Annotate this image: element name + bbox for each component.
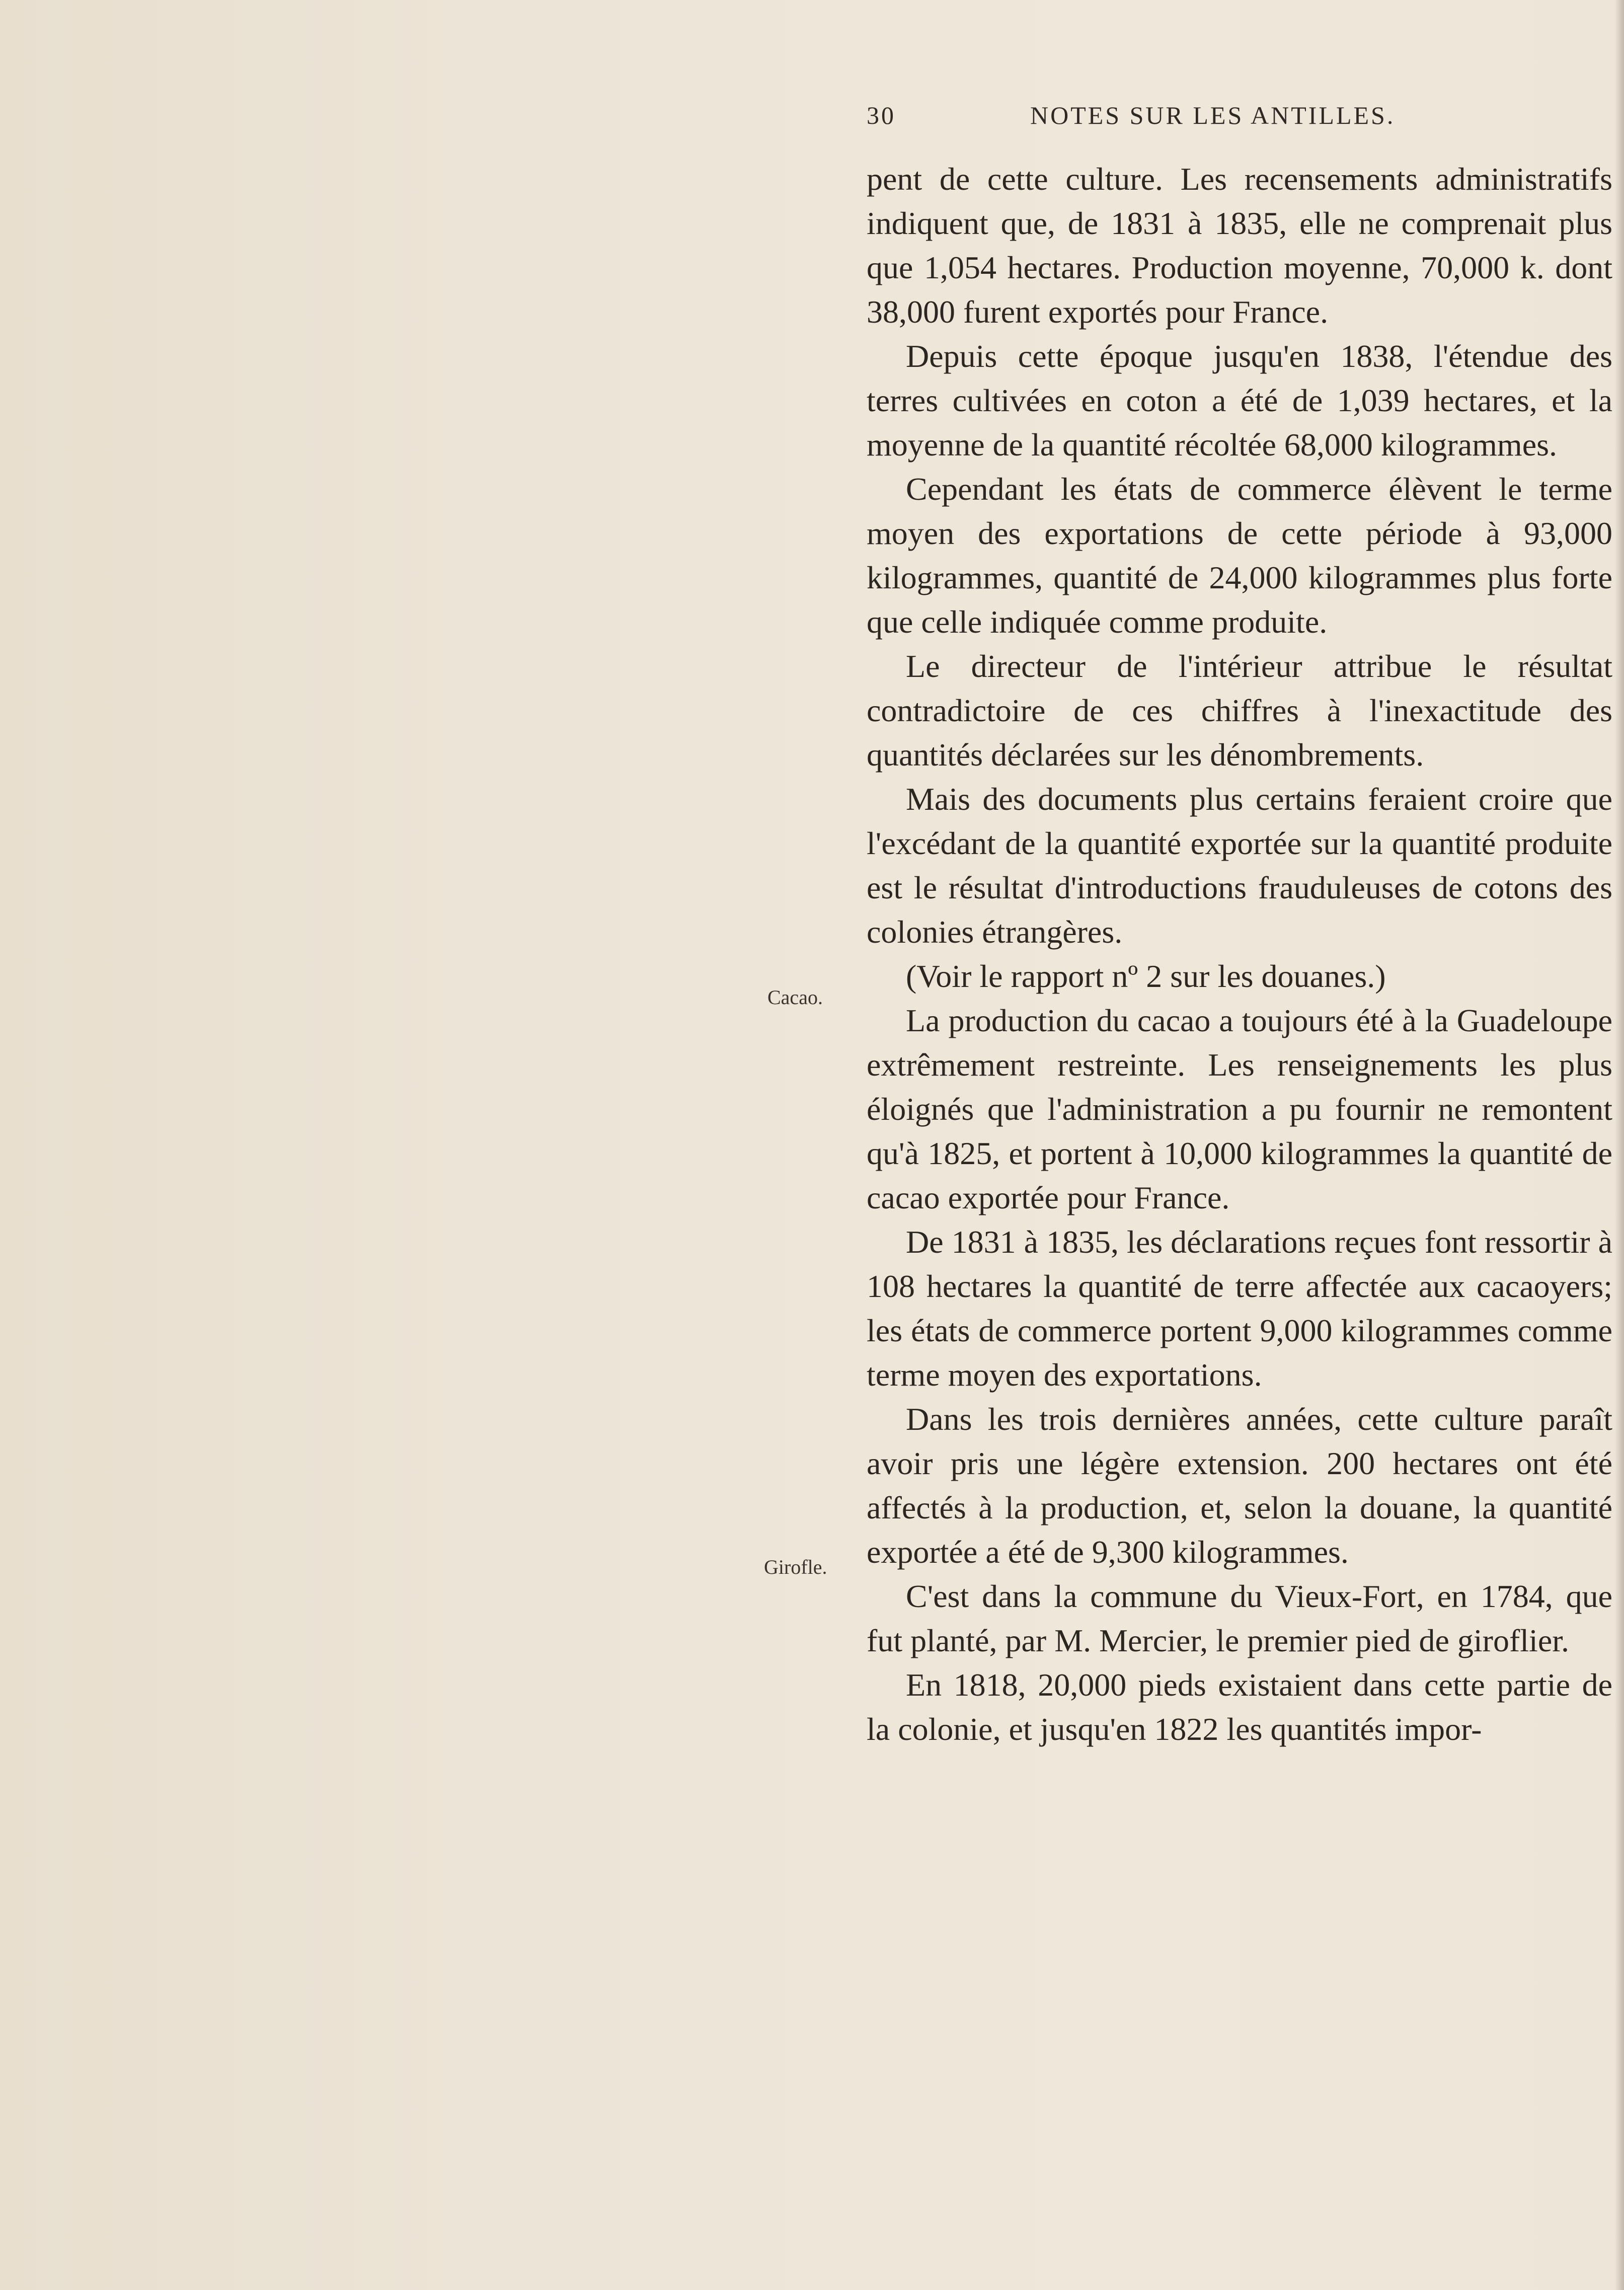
paragraph-coton-directeur: Le directeur de l'intérieur attribue le résultat contradictoire de ces chiffres à l'inexactitude des quantités déclarées sur les dénombrements. <box>867 648 1612 773</box>
paragraph-coton-documents: Mais des documents plus certains feraient croire que l'excédant de la quantité exportée sur la quantité produite est le résultat d'introductions frauduleuses de cotons des colonies étrangères. <box>867 781 1612 950</box>
paragraph-coton-recensements: pent de cette culture. Les recensements administratifs indiquent que, de 1831 à 1835, elle ne comprenait plus que 1,054 hectares. Production moyenne, 70,000 k. dont 38,000 furent exportés pour France. <box>867 161 1612 330</box>
margin-note-cacao: Cacao. <box>767 986 823 1009</box>
running-head <box>867 101 1458 131</box>
paragraph-cacao-declarations: De 1831 à 1835, les déclarations reçues font ressortir à 108 hectares la quantité de terre affectée aux cacaoyers; les états de commerce portent 9,000 kilogrammes comme terme moyen des exportations. <box>867 1224 1612 1393</box>
paragraph-coton-exportations: Cependant les états de commerce élèvent le terme moyen des exportations de cette période à 93,000 kilogrammes, quantité de 24,000 kilogrammes plus forte que celle indiquée comme produite. <box>867 471 1612 640</box>
page-number: 30 <box>867 101 896 129</box>
page-edge-shadow <box>1615 0 1624 2290</box>
body-text <box>867 157 1612 1751</box>
paragraph-coton-rapport: (Voir le rapport nº 2 sur les douanes.) <box>906 958 1386 994</box>
paragraph-girofle-vieux-fort: C'est dans la commune du Vieux-Fort, en 1784, que fut planté, par M. Mercier, le premier pied de giroflier. <box>867 1578 1612 1658</box>
running-title: NOTES SUR LES ANTILLES. <box>1030 101 1396 129</box>
margin-note-girofle: Girofle. <box>764 1556 827 1578</box>
paragraph-girofle-1818: En 1818, 20,000 pieds existaient dans cette partie de la colonie, et jusqu'en 1822 les quantités impor- <box>867 1667 1612 1747</box>
paragraph-cacao-extension: Dans les trois dernières années, cette culture paraît avoir pris une légère extension. 200 hectares ont été affectés à la production, et, selon la douane, la quantité exportée a été de 9,300 kilogrammes. <box>867 1401 1612 1570</box>
paragraph-cacao-production: La production du cacao a toujours été à la Guadeloupe extrêmement restreinte. Les renseignements les plus éloignés que l'administration a pu fournir ne remontent qu'à 1825, et portent à 10,000 kilogrammes la quantité de cacao exportée pour France. <box>867 1003 1612 1215</box>
paragraph-coton-etendue: Depuis cette époque jusqu'en 1838, l'étendue des terres cultivées en coton a été de 1,039 hectares, et la moyenne de la quantité récoltée 68,000 kilogrammes. <box>867 338 1612 463</box>
